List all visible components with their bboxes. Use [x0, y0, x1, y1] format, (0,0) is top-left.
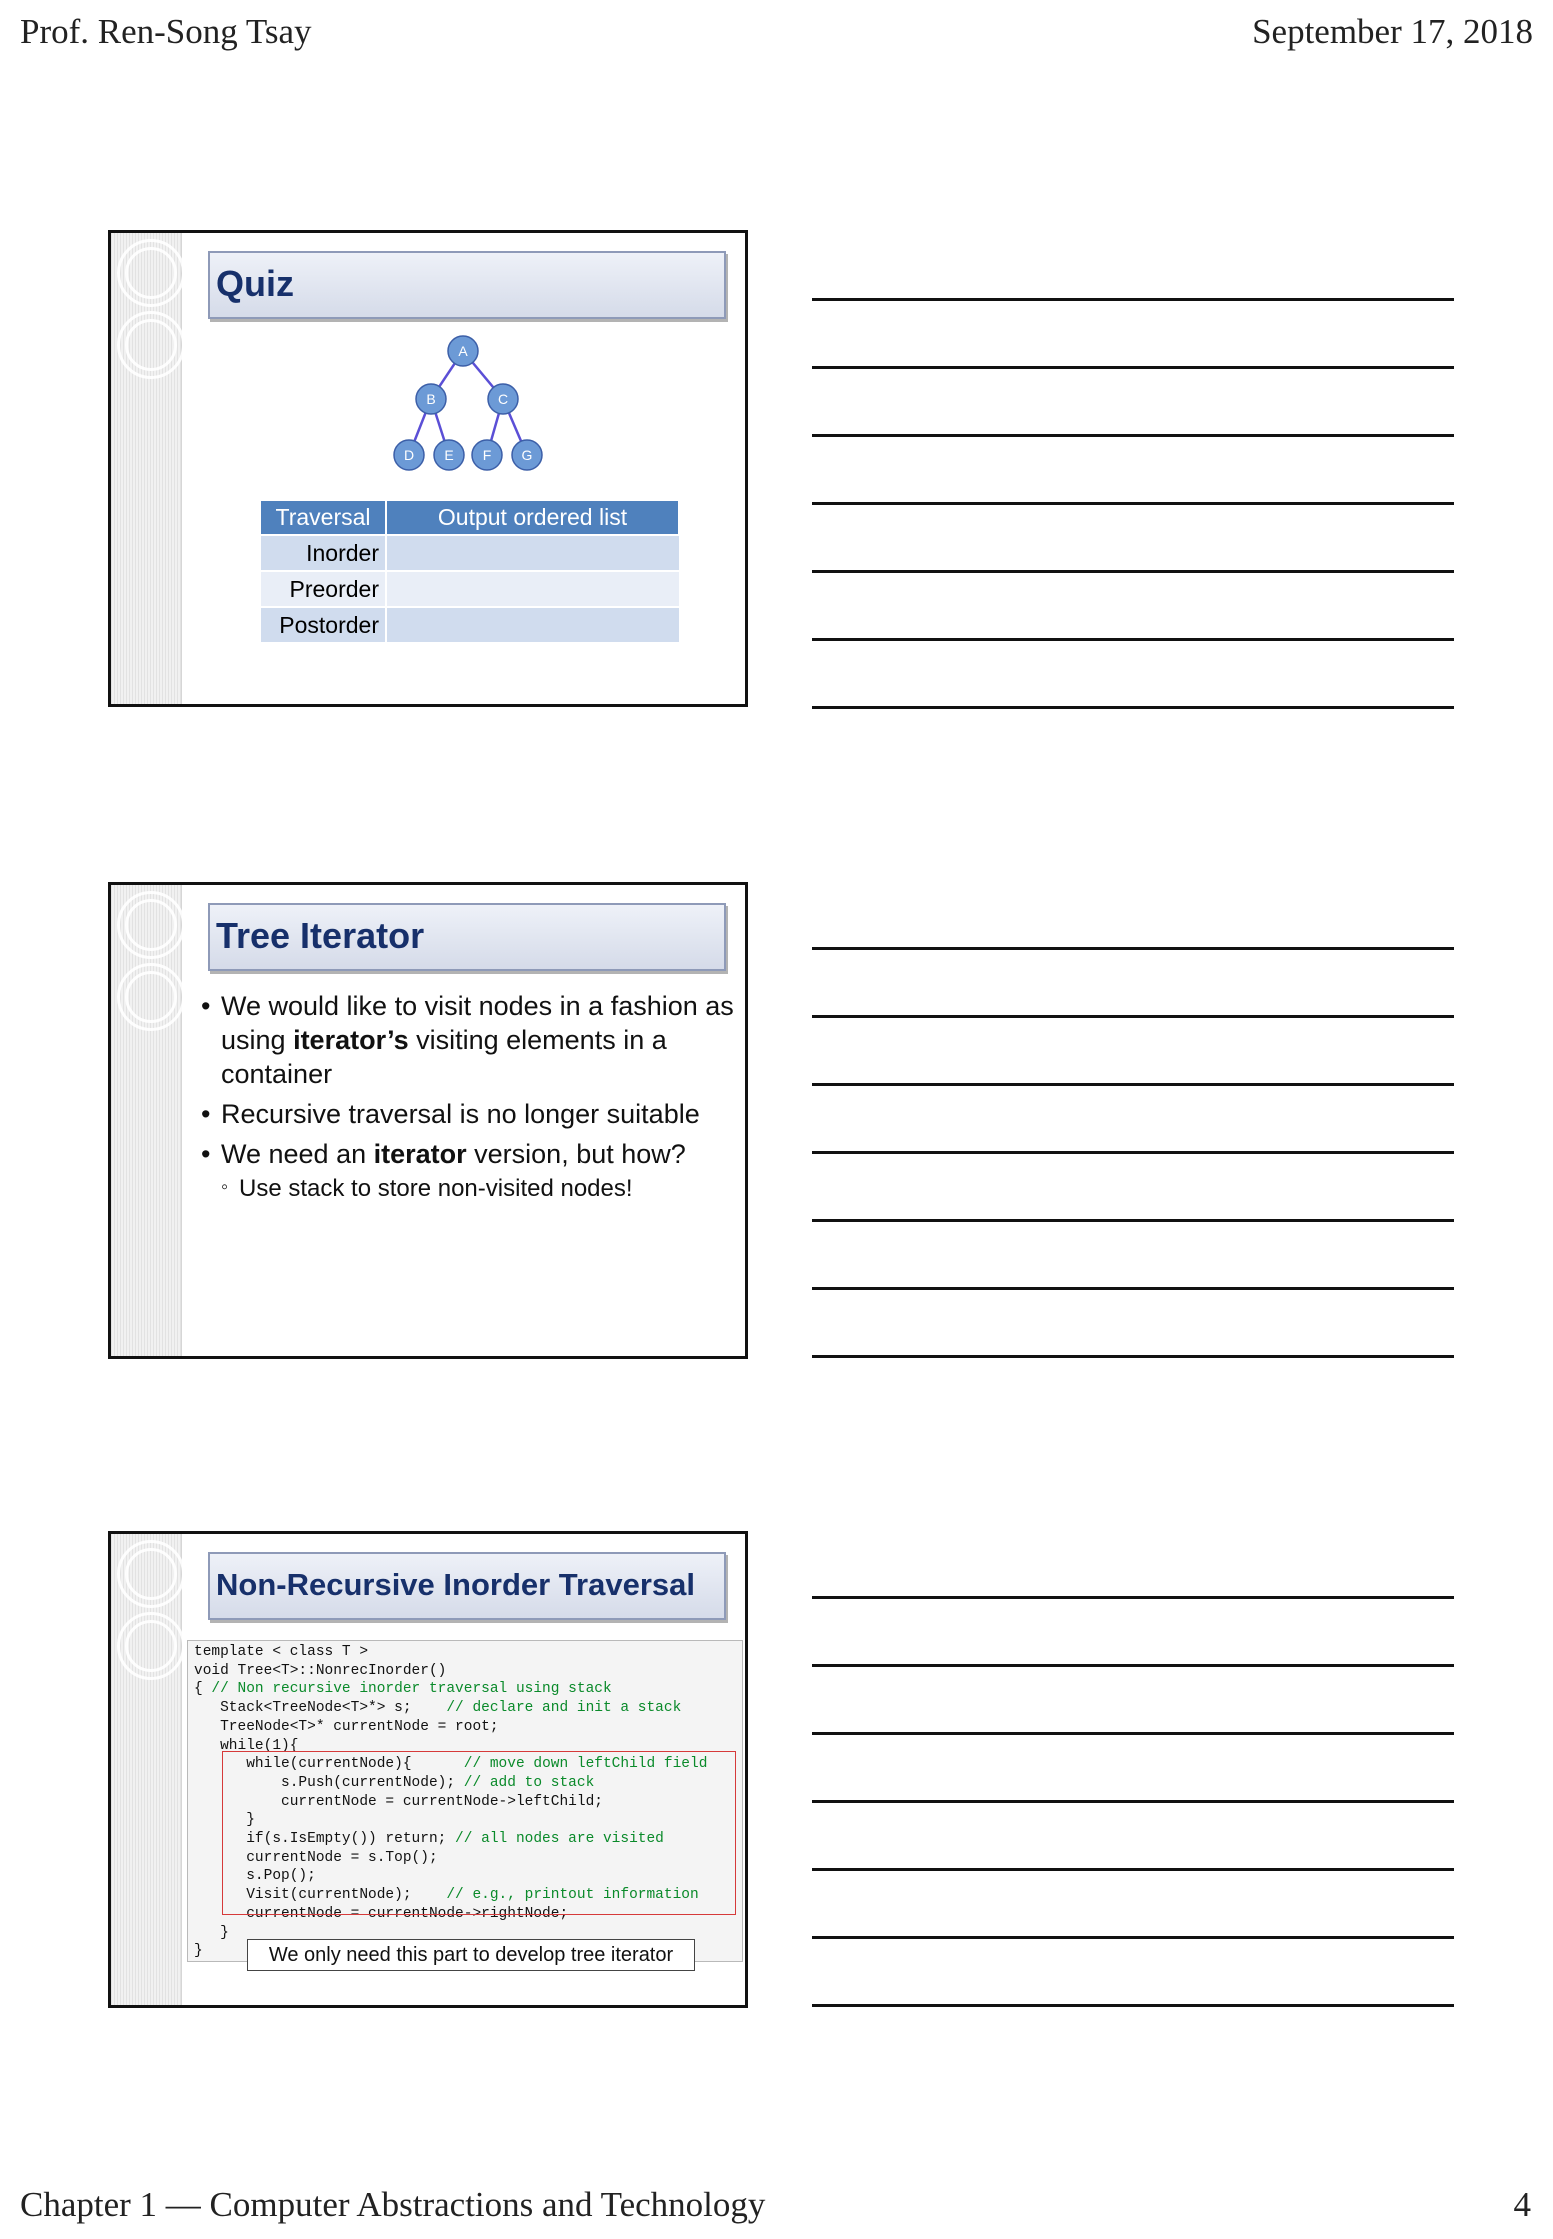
- traversal-output: [386, 571, 679, 607]
- note-line: [812, 366, 1454, 369]
- binary-tree-diagram: [111, 233, 748, 503]
- table-row: [261, 571, 679, 607]
- tree-node: [416, 384, 446, 414]
- note-line: [812, 1596, 1454, 1599]
- sub-bullet-item: ◦ Use stack to store non-visited nodes!: [199, 1173, 739, 1205]
- tree-node: [448, 336, 478, 366]
- code-line: currentNode = currentNode->rightNode;: [194, 1905, 569, 1922]
- code-comment: // Non recursive inorder traversal using stack: [211, 1681, 612, 1698]
- slide-title-box: [208, 903, 726, 971]
- slide-side-decoration: [111, 1534, 182, 2005]
- traversal-name: Preorder: [261, 571, 386, 607]
- tree-node: [434, 440, 464, 470]
- code-line: currentNode = currentNode->leftChild;: [194, 1793, 603, 1810]
- slide-title: Quiz: [216, 263, 294, 304]
- slide-side-decoration: [111, 885, 182, 1356]
- note-line: [812, 1083, 1454, 1086]
- author-name: Prof. Ren-Song Tsay: [20, 12, 312, 51]
- bullet-emphasis: iterator’s: [293, 1025, 409, 1055]
- code-line: Stack<TreeNode<T>*> s; // declare and init a stack: [194, 1700, 682, 1717]
- note-line: [812, 1800, 1454, 1803]
- svg-text:E: E: [444, 447, 454, 463]
- code-line: s.Pop();: [194, 1868, 316, 1885]
- code-line: if(s.IsEmpty()) return; // all nodes are visited: [194, 1831, 664, 1848]
- page-number: 4: [1513, 2185, 1531, 2224]
- tree-node: [472, 440, 502, 470]
- table-row: [261, 535, 679, 571]
- traversal-output: [386, 535, 679, 571]
- code-comment: // declare and init a stack: [446, 1700, 682, 1717]
- slide-title: Non-Recursive Inorder Traversal: [216, 1567, 695, 1602]
- svg-text:B: B: [426, 391, 436, 407]
- highlight-box: [222, 1751, 736, 1915]
- code-line: Visit(currentNode); // e.g., printout information: [194, 1887, 699, 1904]
- code-line: TreeNode<T>* currentNode = root;: [194, 1718, 499, 1735]
- code-line: }: [194, 1812, 255, 1829]
- code-line: void Tree<T>::NonrecInorder(): [194, 1662, 447, 1679]
- chapter-title: Chapter 1 — Computer Abstractions and Technology: [20, 2185, 766, 2224]
- tree-node: [512, 440, 542, 470]
- note-line: [812, 706, 1454, 709]
- note-line: [812, 1936, 1454, 1939]
- note-line: [812, 434, 1454, 437]
- svg-text:F: F: [482, 447, 492, 463]
- note-line: [812, 947, 1454, 950]
- bullet-item: • We would like to visit nodes in a fashion as using iterator’s visiting elements in a container: [199, 989, 739, 1091]
- code-comment: // add to stack: [463, 1774, 595, 1791]
- note-line: [812, 638, 1454, 641]
- svg-text:G: G: [521, 447, 533, 463]
- note-line: [812, 1287, 1454, 1290]
- code-line: }: [194, 1924, 229, 1941]
- note-line: [812, 2004, 1454, 2007]
- code-line: }: [194, 1943, 203, 1960]
- note-line: [812, 1015, 1454, 1018]
- note-line: [812, 1151, 1454, 1154]
- note-line: [812, 298, 1454, 301]
- traversal-output: [386, 607, 679, 642]
- bullet-item: • We need an iterator version, but how?: [199, 1137, 739, 1171]
- slide-tree-iterator: [108, 882, 748, 1359]
- slide-title: Tree Iterator: [216, 915, 425, 956]
- table-header-row: [261, 501, 679, 535]
- code-comment: // all nodes are visited: [455, 1831, 664, 1848]
- note-line: [812, 1868, 1454, 1871]
- svg-text:A: A: [458, 343, 468, 359]
- code-line: template < class T >: [194, 1644, 369, 1660]
- slide-quiz: [108, 230, 748, 707]
- bullet-item: • Recursive traversal is no longer suitable: [199, 1097, 739, 1131]
- svg-text:C: C: [497, 391, 509, 407]
- slide-title-box: [208, 1552, 726, 1620]
- bullet-list: [199, 989, 739, 1205]
- note-line: [812, 1664, 1454, 1667]
- traversal-table: [261, 501, 680, 642]
- code-line: while(currentNode){ // move down leftChild field: [194, 1756, 708, 1773]
- traversal-name: Postorder: [261, 607, 386, 642]
- slide-nonrecursive-inorder: [108, 1531, 748, 2008]
- code-block: [187, 1640, 743, 1962]
- svg-text:D: D: [403, 447, 415, 463]
- note-line: [812, 1732, 1454, 1735]
- note-line: [812, 1219, 1454, 1222]
- code-comment: // e.g., printout information: [446, 1887, 699, 1904]
- bullet-emphasis: iterator: [373, 1139, 467, 1169]
- table-row: [261, 607, 679, 642]
- note-line: [812, 502, 1454, 505]
- callout-note: We only need this part to develop tree iterator: [247, 1939, 695, 1971]
- traversal-name: Inorder: [261, 535, 386, 571]
- code-line: currentNode = s.Top();: [194, 1849, 438, 1866]
- document-date: September 17, 2018: [1252, 12, 1533, 51]
- code-comment: // move down leftChild field: [463, 1756, 708, 1773]
- note-line: [812, 570, 1454, 573]
- tree-node: [488, 384, 518, 414]
- tree-node: [394, 440, 424, 470]
- table-header-traversal: Traversal: [261, 501, 386, 535]
- code-line: { // Non recursive inorder traversal using stack: [194, 1681, 612, 1698]
- code-line: s.Push(currentNode); // add to stack: [194, 1774, 595, 1791]
- code-line: while(1){: [194, 1737, 299, 1754]
- note-line: [812, 1355, 1454, 1358]
- table-header-output: Output ordered list: [386, 501, 679, 535]
